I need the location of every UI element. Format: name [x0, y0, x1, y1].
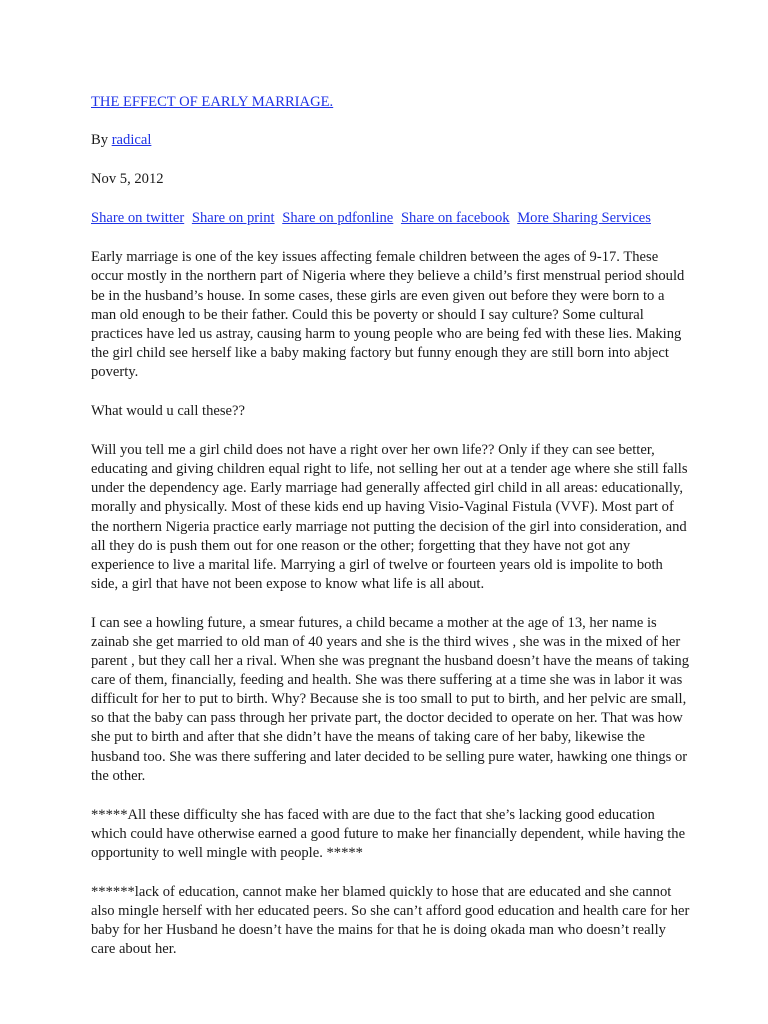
author-link[interactable]: radical	[111, 132, 152, 149]
paragraph-story: I can see a howling future, a smear futures, a child became a mother at the age of 13, her name is zainab she get married to old man of 40 years and she is the third wives , she was in the mixed of her parent , but they call her a rival. When she was pregnant the husband doesn’t have the means of taking care of them, financially, feeding and health. She was there suffering at a time she was in labor it was difficult for her to put to birth. Why? Because she is too small to put to birth, and her pelvic are small, so that the baby can pass through her private part, the doctor decided to operate on her. That was how she put to birth and after that she didn’t have the means of taking care of her baby, likewise the husband too. She was there suffering and later decided to be selling pure water, hawking one things or the other.	[91, 614, 690, 784]
article-title-link[interactable]: THE EFFECT OF EARLY MARRIAGE.	[91, 94, 334, 110]
byline	[91, 131, 691, 150]
share-links	[91, 209, 691, 228]
article	[91, 93, 691, 959]
paragraph-rights: Will you tell me a girl child does not have a right over her own life?? Only if they can see better, educating and giving children equal right to life, not selling her out at a tender age where she still falls under the dependency age. Early marriage had generally affected girl child in all areas: educationally, morally and physically. Most of these kids end up having Visio-Vaginal Fistula (VVF). Most part of the northern Nigeria practice early marriage not putting the decision of the girl into consideration, and all they do is push them out for one reason or the other; forgetting that they have not got any experience to live a marital life. Marrying a girl of twelve or fourteen years old is impolite to both side, a girl that have not been expose to know what life is all about.	[91, 442, 688, 592]
paragraph-education: ******lack of education, cannot make her blamed quickly to hose that are educated and she cannot also mingle herself with her educated peers. So she can’t afford good education and health care for her baby for her Husband he doesn’t have the mains for that he is doing okada man who doesn’t really care about her.	[91, 884, 690, 958]
paragraph-question: What would u call these??	[91, 403, 245, 420]
share-pdfonline-link[interactable]: Share on pdfonline	[282, 210, 394, 227]
paragraph-intro: Early marriage is one of the key issues affecting female children between the ages of 9-17. These occur mostly in the northern part of Nigeria where they believe a child’s first menstrual period should be in the husband’s house. In some cases, these girls are even given out before they were born to a man old enough to be their father. Could this be poverty or should I say culture? Some cultural practices have led us astray, causing harm to young people who are being fed with these lies. Making the girl child see herself like a baby making factory but funny enough they are still born into abject poverty.	[91, 249, 685, 380]
publish-date: Nov 5, 2012	[91, 171, 164, 188]
share-print-link[interactable]: Share on print	[191, 210, 275, 227]
paragraph-difficulty: *****All these difficulty she has faced with are due to the fact that she’s lacking good education which could have otherwise earned a good future to make her financially dependent, while having the opportunity to well mingle with people. *****	[91, 806, 686, 861]
share-facebook-link[interactable]: Share on facebook	[400, 210, 510, 227]
more-sharing-services-link[interactable]: More Sharing Services	[517, 210, 651, 227]
by-label: By	[91, 132, 109, 149]
share-twitter-link[interactable]: Share on twitter	[91, 210, 185, 227]
